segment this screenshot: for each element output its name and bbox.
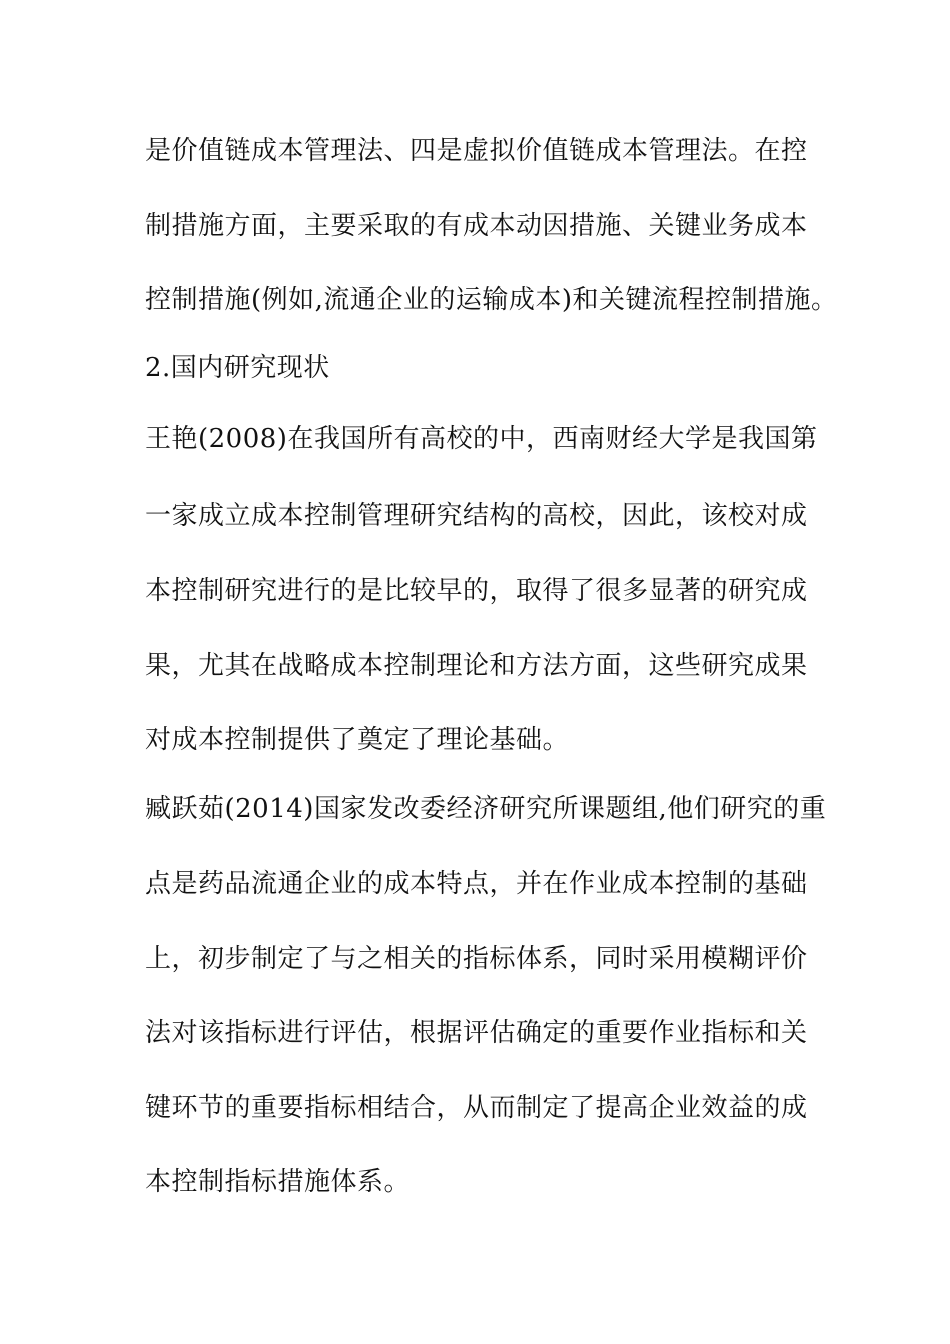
text-line-2: 制措施方面，主要采取的有成本动因措施、关键业务成本 xyxy=(145,211,808,241)
text-line-13: 法对该指标进行评估，根据评估确定的重要作业指标和关 xyxy=(145,1018,808,1048)
text-line-14: 键环节的重要指标相结合，从而制定了提高企业效益的成 xyxy=(145,1093,808,1123)
text-line-11: 点是药品流通企业的成本特点，并在作业成本控制的基础 xyxy=(145,869,808,899)
text-line-9: 对成本控制提供了奠定了理论基础。 xyxy=(145,725,570,755)
text-line-1: 是价值链成本管理法、四是虚拟价值链成本管理法。在控 xyxy=(145,136,808,166)
text-line-3: 控制措施(例如,流通企业的运输成本)和关键流程控制措施。 xyxy=(145,285,838,315)
section-heading: 2.国内研究现状 xyxy=(145,353,330,383)
text-line-12: 上，初步制定了与之相关的指标体系，同时采用模糊评价 xyxy=(145,944,808,974)
text-line-6: 一家成立成本控制管理研究结构的高校，因此，该校对成 xyxy=(145,501,808,531)
text-line-8: 果，尤其在战略成本控制理论和方法方面，这些研究成果 xyxy=(145,651,808,681)
text-line-7: 本控制研究进行的是比较早的，取得了很多显著的研究成 xyxy=(145,576,808,606)
text-line-15: 本控制指标措施体系。 xyxy=(145,1167,411,1197)
text-line-5: 王艳(2008)在我国所有高校的中，西南财经大学是我国第 xyxy=(145,424,818,454)
text-line-10: 臧跃茹(2014)国家发改委经济研究所课题组,他们研究的重 xyxy=(145,794,827,824)
